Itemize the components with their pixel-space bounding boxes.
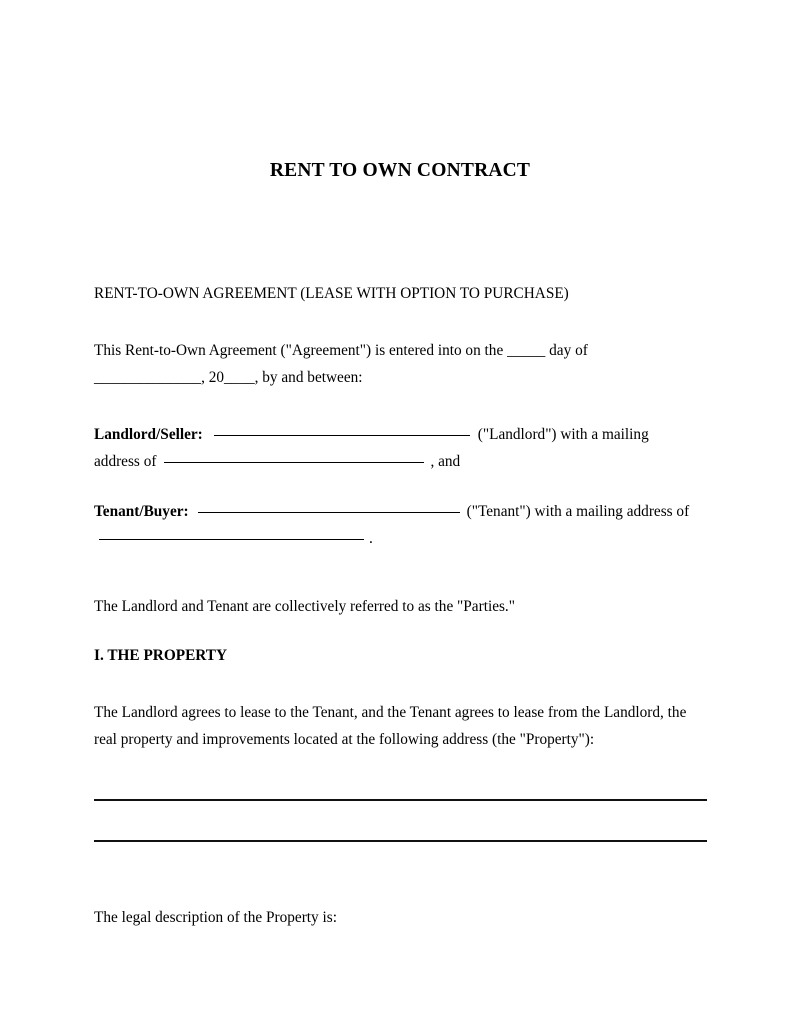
spacer: [94, 842, 707, 882]
property-body-line1: The Landlord agrees to lease to the Tenant, and the Tenant agrees to lease from the Landlord, the: [94, 703, 687, 721]
intro-paragraph: [94, 337, 707, 392]
intro-line2-middle: , 20: [201, 369, 225, 386]
landlord-block: [94, 421, 707, 476]
document-body: [94, 280, 707, 931]
tenant-name-blank-rule[interactable]: [198, 512, 460, 513]
property-address-rules: [94, 754, 707, 842]
landlord-after-address-text: , and: [430, 453, 461, 470]
spacer: [94, 670, 707, 699]
spacer: [94, 308, 707, 337]
intro-line2-suffix: , by and between:: [254, 369, 363, 386]
day-blank: _____: [507, 341, 546, 359]
legal-description-prompt: The legal description of the Property is:: [94, 908, 337, 926]
page-title: RENT TO OWN CONTRACT: [269, 160, 531, 181]
spacer: [94, 882, 707, 904]
month-blank: ______________: [94, 369, 202, 386]
tenant-block: [94, 498, 707, 553]
spacer: [94, 476, 707, 498]
spacer: [94, 620, 707, 642]
intro-line1-prefix: This Rent-to-Own Agreement ("Agreement") is entered into on the: [94, 341, 508, 359]
intro-line1-suffix: day of: [545, 341, 588, 359]
spacer: [94, 760, 707, 799]
spacer: [94, 553, 707, 593]
landlord-name-blank-rule[interactable]: [214, 435, 470, 436]
agreement-subtitle: RENT-TO-OWN AGREEMENT (LEASE WITH OPTION TO PURCHASE): [94, 285, 569, 302]
section-heading-property: I. THE PROPERTY: [94, 647, 228, 664]
landlord-after-name-text: ("Landlord") with a mailing: [477, 425, 649, 443]
tenant-label: Tenant/Buyer:: [94, 502, 189, 520]
property-body-line2: real property and improvements located at the following address (the "Property"):: [94, 731, 595, 748]
landlord-label: Landlord/Seller:: [94, 425, 203, 443]
parties-statement: The Landlord and Tenant are collectively referred to as the "Parties.": [94, 597, 516, 615]
tenant-after-address-text: .: [369, 530, 373, 547]
year-blank: ____: [224, 369, 255, 386]
property-paragraph: [94, 699, 707, 754]
landlord-address-prefix: address of: [94, 453, 157, 470]
landlord-address-blank-rule[interactable]: [164, 462, 424, 463]
spacer: [94, 392, 707, 421]
spacer: [94, 801, 707, 840]
tenant-after-name-text: ("Tenant") with a mailing address of: [466, 502, 690, 520]
tenant-address-blank-rule[interactable]: [99, 539, 364, 540]
